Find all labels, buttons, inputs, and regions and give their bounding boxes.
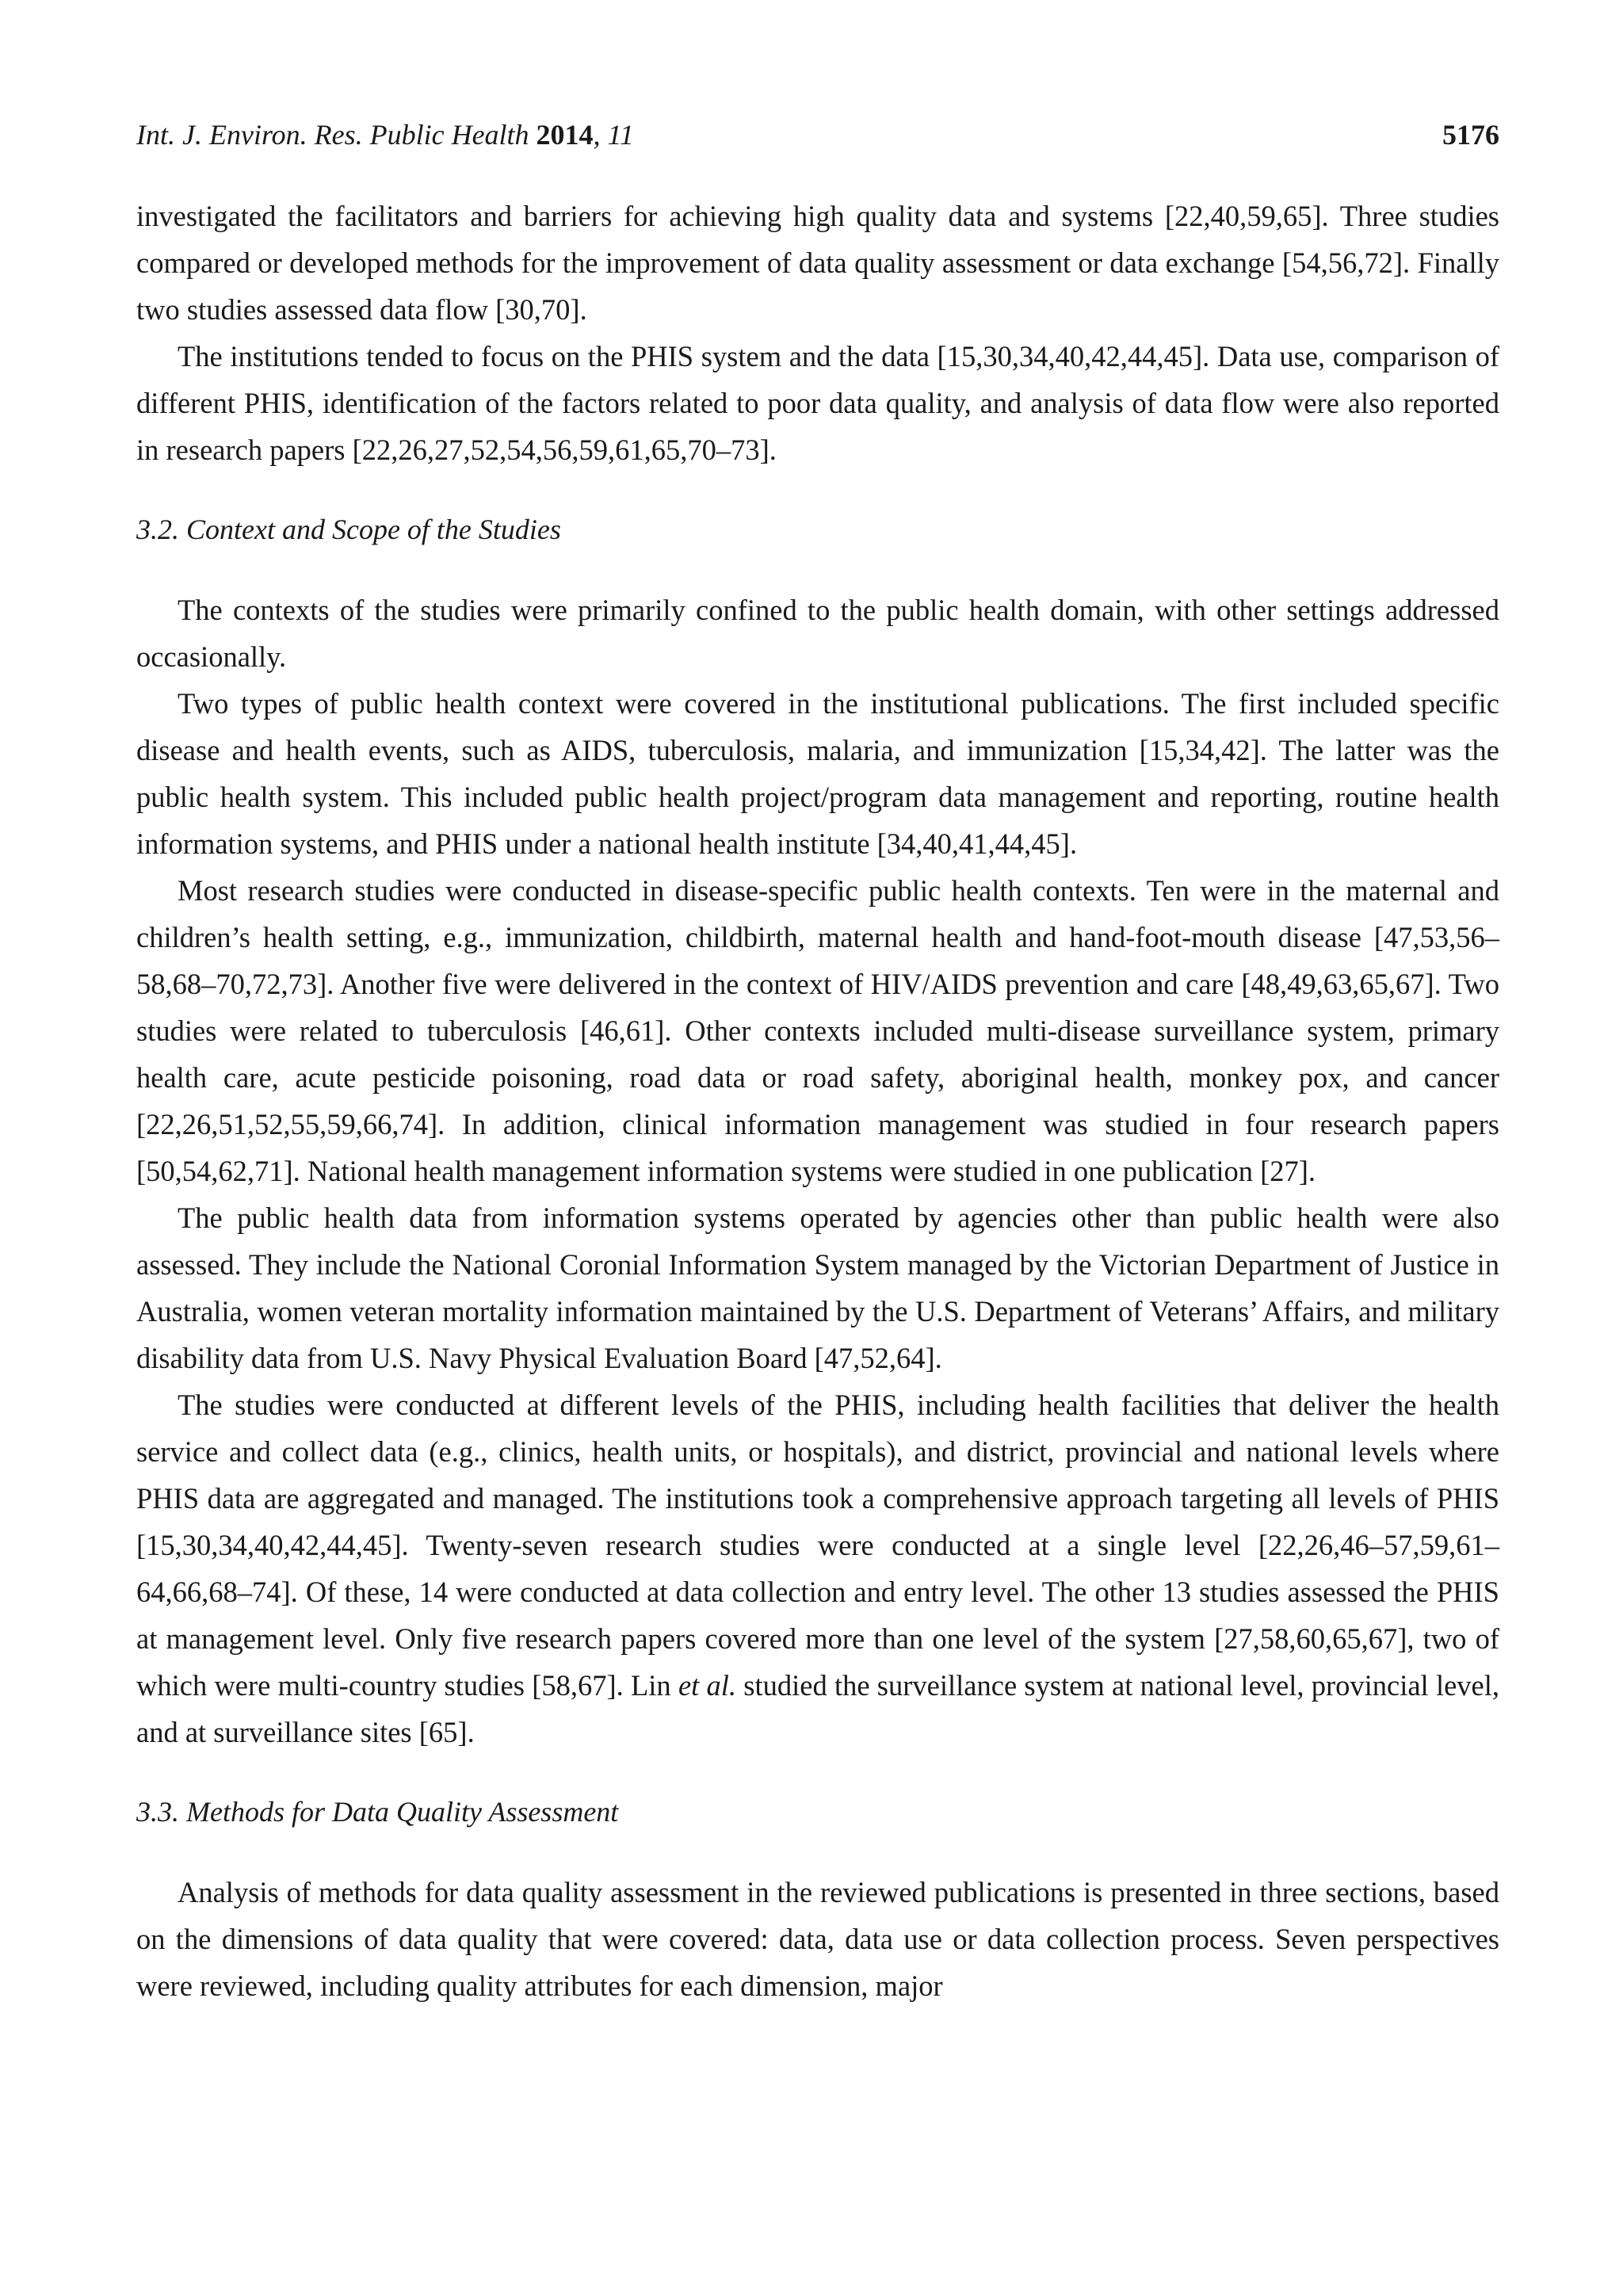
page [136, 119, 1499, 2009]
journal-year: 2014 [536, 119, 594, 151]
section-heading-3-2: 3.2. Context and Scope of the Studies [136, 514, 561, 545]
paragraph-7-end: studied the surveillance system at national level, provincial level, and at surveillance sites [65]. [136, 1669, 1500, 1748]
running-header [136, 119, 1499, 151]
paragraph-5: Most research studies were conducted in disease-specific public health contexts. Ten were in the maternal and children’s health setting, e.g., immunization, childbirth, maternal health and hand-foot-mouth disease [47,53,56–58,68–70,72,73]. Another five were delivered in the context of HIV/AIDS prevention and care [48,49,63,65,67]. Two studies were related to tuberculosis [46,61]. Other contexts included multi-disease surveillance system, primary health care, acute pesticide poisoning, road data or road safety, aboriginal health, monkey pox, and cancer [22,26,51,52,55,59,66,74]. In addition, clinical information management was studied in four research papers [50,54,62,71]. National health management information systems were studied in one publication [27]. [136, 874, 1499, 1187]
page-number: 5176 [1442, 119, 1499, 151]
et-al: et al. [678, 1669, 737, 1702]
paragraph-4: Two types of public health context were covered in the institutional publications. The first included specific disease and health events, such as AIDS, tuberculosis, malaria, and immunization [15,34,42]. The latter was the public health system. This included public health project/program data management and reporting, routine health information systems, and PHIS under a national health institute [34,40,41,44,45]. [136, 687, 1499, 860]
article-body [136, 193, 1499, 2009]
paragraph-7-start: The studies were conducted at different levels of the PHIS, including health facilities that deliver the health service and collect data (e.g., clinics, health units, or hospitals), and district, provincial and national levels where PHIS data are aggregated and managed. The institutions took a comprehensive approach targeting all levels of PHIS [15,30,34,40,42,44,45]. Twenty-seven research studies were conducted at a single level [22,26,46–57,59,61–64,66,68–74]. Of these, 14 were conducted at data collection and entry level. The other 13 studies assessed the PHIS at management level. Only five research papers covered more than one level of the system [27,58,60,65,67], two of which were multi-country studies [58,67]. Lin [136, 1389, 1499, 1702]
paragraph-7 [136, 1381, 1499, 1755]
journal-volume: 11 [607, 119, 634, 151]
paragraph-3: The contexts of the studies were primarily confined to the public health domain, with other settings addressed occasionally. [136, 594, 1499, 673]
section-heading-3-3: 3.3. Methods for Data Quality Assessment [136, 1796, 619, 1828]
journal-citation: Int. J. Environ. Res. Public Health 2014, 11 [136, 119, 634, 151]
paragraph-8: Analysis of methods for data quality assessment in the reviewed publications is presented in three sections, based on the dimensions of data quality that were covered: data, data use or data collection process. Seven perspectives were reviewed, including quality attributes for each dimension, major [136, 1876, 1499, 2002]
paragraph-6: The public health data from information systems operated by agencies other than public health were also assessed. They include the National Coronial Information System managed by the Victorian Department of Justice in Australia, women veteran mortality information maintained by the U.S. Department of Veterans’ Affairs, and military disability data from U.S. Navy Physical Evaluation Board [47,52,64]. [136, 1201, 1499, 1374]
journal-name: Int. J. Environ. Res. Public Health [136, 119, 529, 151]
paragraph-1: investigated the facilitators and barriers for achieving high quality data and systems [22,40,59,65]. Three studies compared or developed methods for the improvement of data quality assessment or data exchange [54,56,72]. Finally two studies assessed data flow [30,70]. [136, 200, 1499, 326]
paragraph-2: The institutions tended to focus on the PHIS system and the data [15,30,34,40,42,44,45]. Data use, comparison of different PHIS, identification of the factors related to poor data quality, and analysis of data flow were also reported in research papers [22,26,27,52,54,56,59,61,65,70–73]. [136, 340, 1499, 466]
